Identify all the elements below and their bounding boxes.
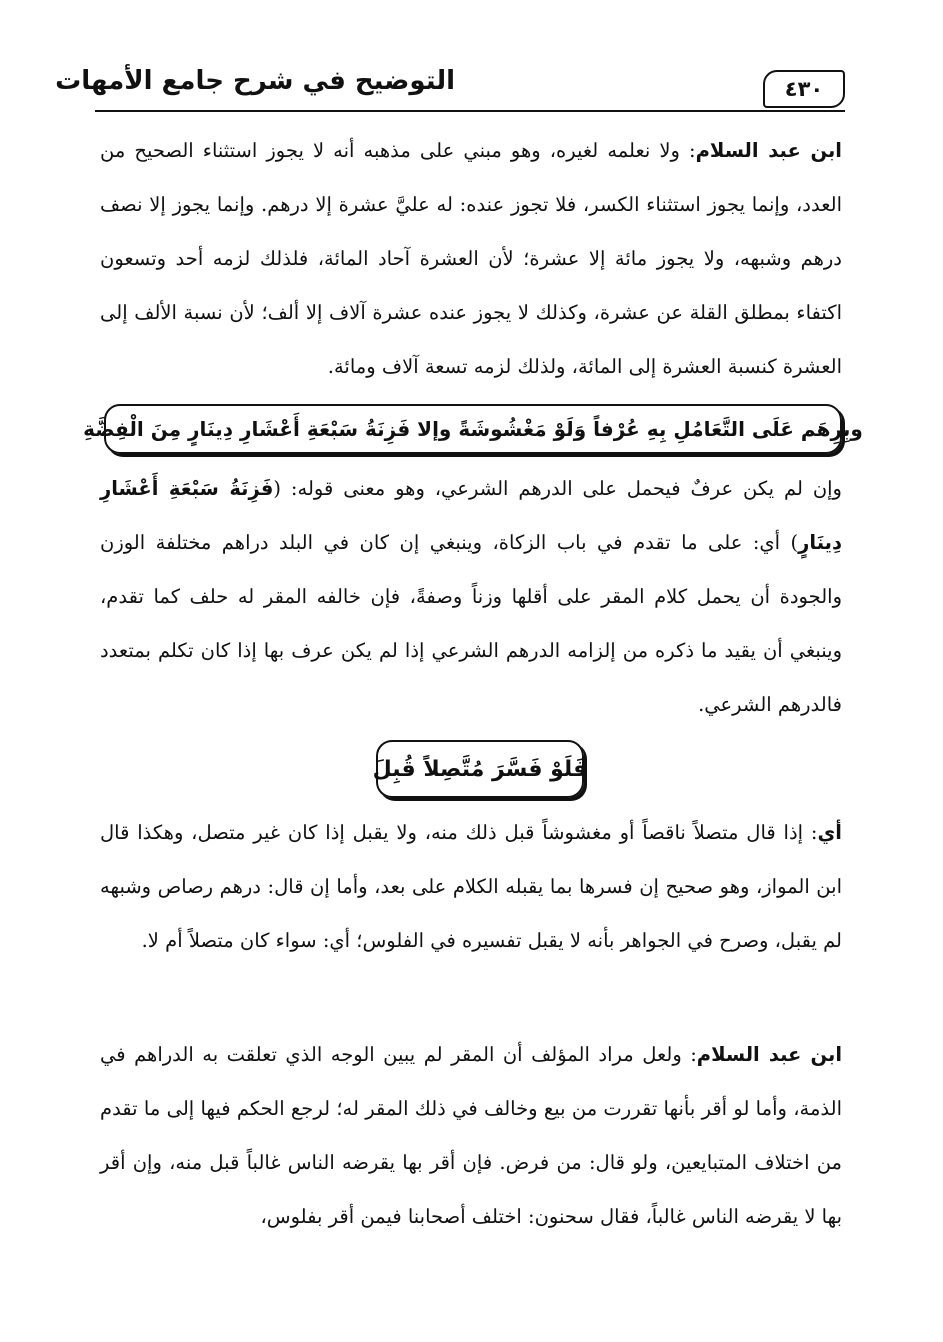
quoted-matn: فَزِنَةُ سَبْعَةِ أَعْشَارِ دِينَارٍ: [100, 477, 842, 554]
paragraph-explanation: [100, 806, 842, 968]
speaker-label: ابن عبد السلام: [695, 139, 842, 162]
speaker-label: ابن عبد السلام: [696, 1043, 842, 1066]
paragraph-text: : ولعل مراد المؤلف أن المقر لم يبين الوجه الذي تعلقت به الدراهم في الذمة، وأما لو أقر بأنها تقررت من بيع وخالف في ذلك المقر له؛ لرجع الحكم فيها إلى ما تقدم من اختلاف المتبايعين، ولو قال: من فرض. فإن أقر بها يقرضه الناس غالباً قبل منه، وإن أقر بها لا يقرضه الناس غالباً، فقال سحنون: اختلف أصحابنا فيمن أقر بفلوس،: [100, 1043, 842, 1228]
paragraph-text: وإن لم يكن عرفٌ فيحمل على الدرهم الشرعي، وهو معنى قوله: (: [273, 477, 842, 500]
matn-text: وبِرِهَم عَلَى التَّعَامُلِ بِهِ عُرْفاً وَلَوْ مَغْشُوشَةً وإلا فَزِنَةُ سَبْعَةِ أَعْشَارِ دِينَارٍ مِنَ الْفِضَّةِ: [83, 417, 863, 441]
paragraph-commentary: [100, 462, 842, 732]
explanation-label: أي: [817, 821, 842, 844]
paragraph-ibn-abd-salam-1: [100, 124, 842, 394]
page-number: ٤٣٠: [763, 70, 845, 108]
matn-box-dirham: [83, 404, 863, 454]
matn-text: فَلَوْ فَسَّرَ مُتَّصِلاً قُبِلَ: [372, 756, 588, 782]
paragraph-ibn-abd-salam-2: [100, 1028, 842, 1244]
page-header: [55, 64, 845, 114]
paragraph-text: ) أي: على ما تقدم في باب الزكاة، وينبغي إن كان في البلد دراهم مختلفة الوزن والجودة أن يحمل كلام المقر على أقلها وزناً وصفةً، فإن خالفه المقر له حلف كما تقدم، وينبغي أن يقيد ما ذكره من إلزامه الدرهم الشرعي إذا لم يكن عرف بها إذا كان تكلم بمتعدد فالدرهم الشرعي.: [100, 531, 842, 716]
header-divider: [95, 110, 845, 112]
paragraph-text: : ولا نعلمه لغيره، وهو مبني على مذهبه أنه لا يجوز استثناء الصحيح من العدد، وإنما يجوز استثناء الكسر، فلا تجوز عنده: له عليَّ عشرة إلا درهم. وإنما يجوز إلا نصف درهم وشبهه، ولا يجوز مائة إلا عشرة؛ لأن العشرة آحاد المائة، فلذلك لزمه أحد وتسعون اكتفاء بمطلق القلة عن عشرة، وكذلك لا يجوز عنده عشرة آلاف إلا ألف؛ لأن نسبة الألف إلى العشرة كنسبة العشرة إلى المائة، ولذلك لزمه تسعة آلاف ومائة.: [100, 139, 842, 378]
running-title: التوضيح في شرح جامع الأمهات: [55, 66, 455, 96]
paragraph-text: : إذا قال متصلاً ناقصاً أو مغشوشاً قبل ذلك منه، ولا يقبل إذا كان غير متصل، وهكذا قال ابن المواز، وهو صحيح إن فسرها بما يقبله الكلام على بعد، وأما إن قال: درهم رصاص وشبهه لم يقبل، وصرح في الجواهر بأنه لا يقبل تفسيره في الفلوس؛ أي: سواء كان متصلاً أم لا.: [100, 821, 842, 952]
matn-box-tafsir: [372, 740, 588, 798]
